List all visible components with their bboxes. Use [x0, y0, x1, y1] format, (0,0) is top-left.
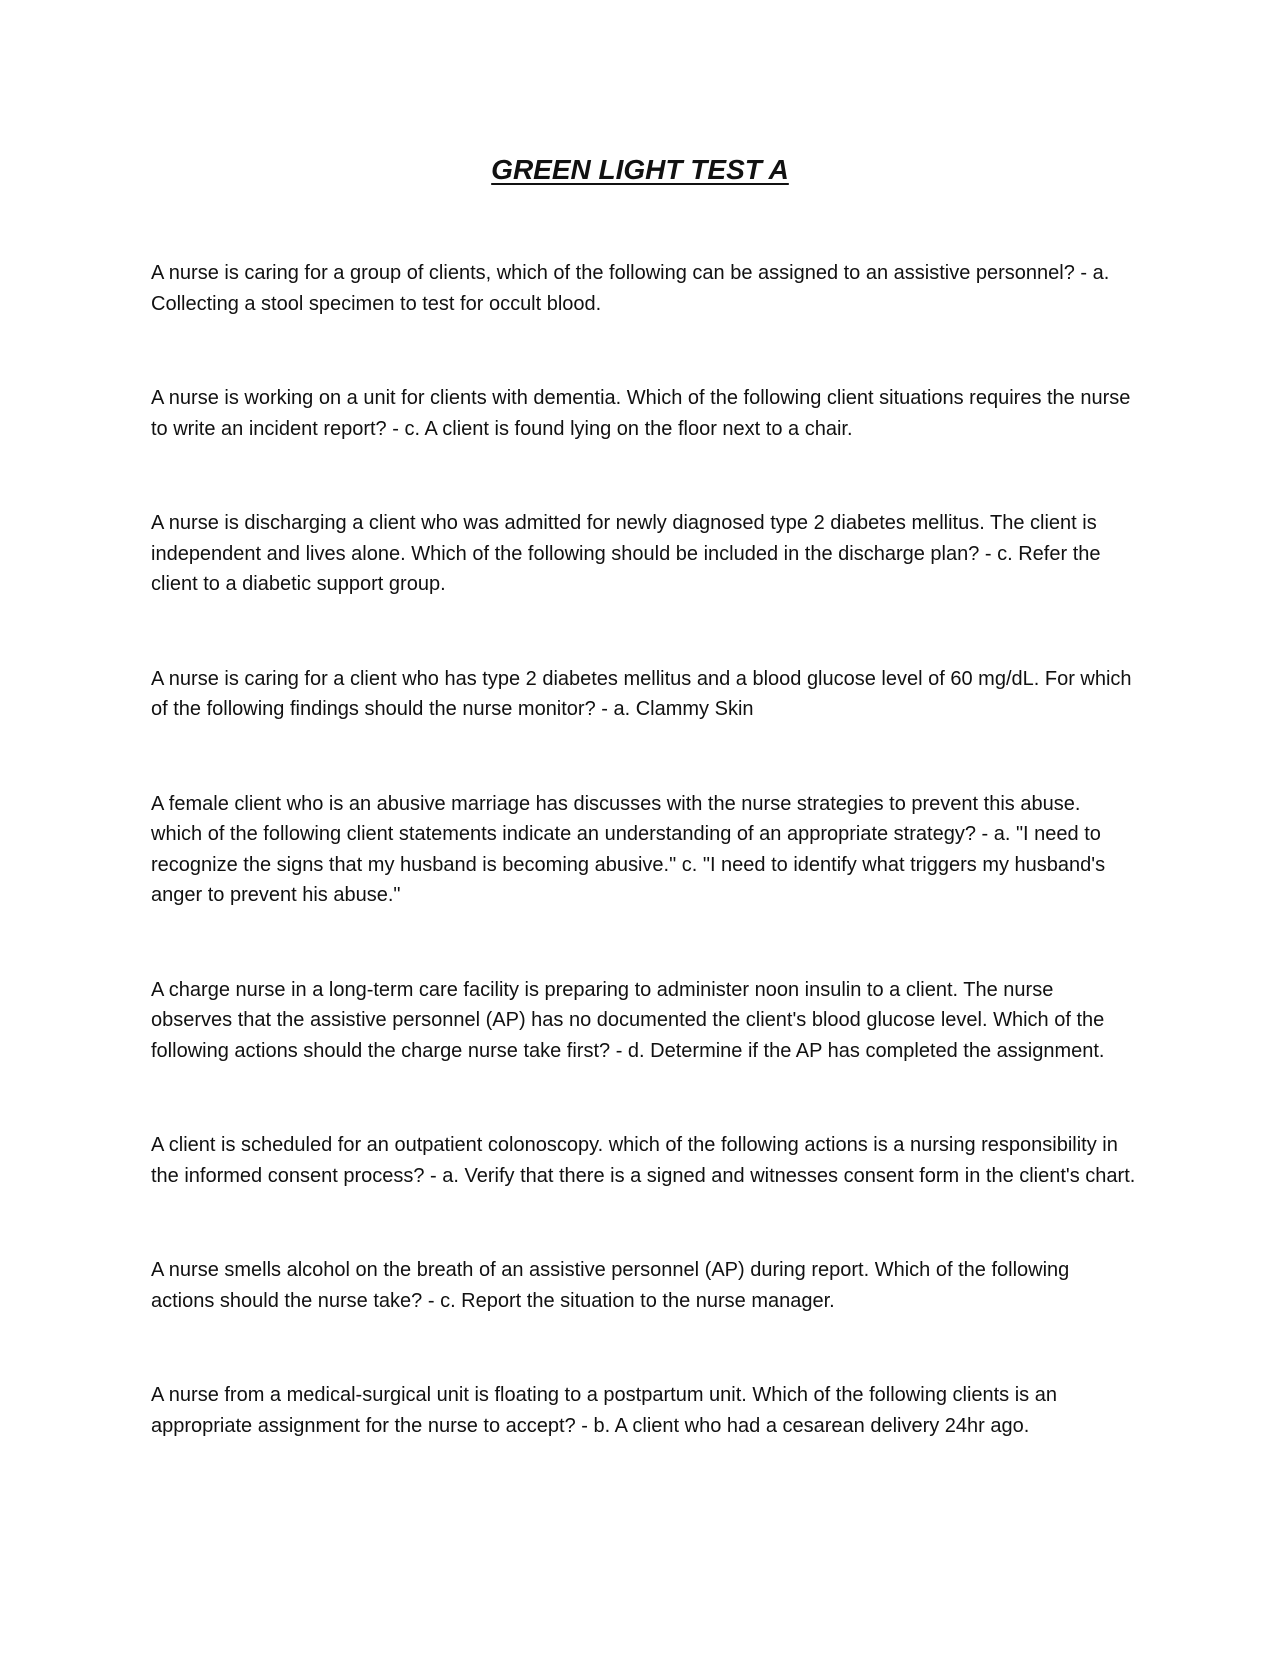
question-item-2: A nurse is working on a unit for clients with dementia. Which of the following client situations requires the nurse to write an incident report? - c. A client is found lying on the floor next to a chair. [151, 387, 1131, 440]
question-item-4: A nurse is caring for a client who has type 2 diabetes mellitus and a blood glucose level of 60 mg/dL. For which of the following findings should the nurse monitor? - a. Clammy Skin [151, 667, 1132, 720]
question-item-6: A charge nurse in a long-term care facility is preparing to administer noon insulin to a client. The nurse observes that the assistive personnel (AP) has no documented the client's blood glucose level. Which of the following actions should the charge nurse take first? - d. Determine if the AP has completed the assignment. [151, 978, 1105, 1062]
question-item-9: A nurse from a medical-surgical unit is floating to a postpartum unit. Which of the following clients is an appropriate assignment for the nurse to accept? - b. A client who had a cesarean delivery 24hr ago. [151, 1384, 1057, 1437]
question-item-8: A nurse smells alcohol on the breath of an assistive personnel (AP) during report. Which of the following actions should the nurse take? - c. Report the situation to the nurse manager. [151, 1259, 1070, 1312]
question-item-7: A client is scheduled for an outpatient colonoscopy. which of the following actions is a nursing responsibility in the informed consent process? - a. Verify that there is a signed and witnesses consent form in the client's chart. [151, 1134, 1136, 1187]
question-item-5: A female client who is an abusive marriage has discusses with the nurse strategies to prevent this abuse. which of the following client statements indicate an understanding of an appropriate strategy? - a. "I need to recognize the signs that my husband is becoming abusive." c. "I need to identify what triggers my husband's anger to prevent his abuse." [151, 792, 1106, 906]
question-item-3: A nurse is discharging a client who was admitted for newly diagnosed type 2 diabetes mellitus. The client is independent and lives alone. Which of the following should be included in the discharge plan? - c. Refer the client to a diabetic support group. [151, 512, 1101, 595]
document-title: GREEN LIGHT TEST A [491, 154, 789, 185]
question-item-1: A nurse is caring for a group of clients, which of the following can be assigned to an assistive personnel? - a. Collecting a stool specimen to test for occult blood. [151, 262, 1110, 315]
question-list [151, 258, 1136, 1505]
